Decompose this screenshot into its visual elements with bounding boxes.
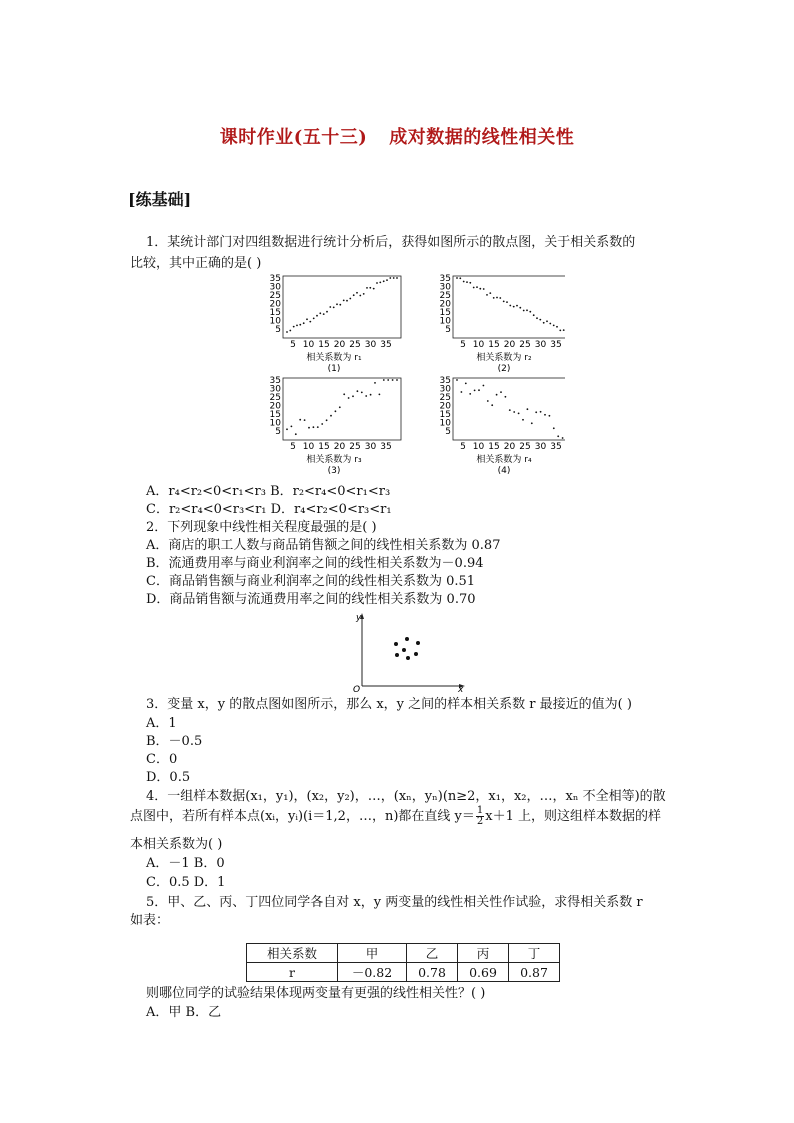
scatter-point [527, 408, 529, 410]
scatter-point [478, 389, 480, 391]
scatter-point [456, 277, 458, 279]
scatter-point [553, 427, 555, 429]
scatter-point [509, 409, 511, 411]
table-row [247, 963, 560, 982]
q3-origin-label: O [353, 685, 361, 692]
x-tick-label: 15 [488, 340, 500, 350]
scatter-point [343, 300, 345, 302]
q1-option-ab: A．r₄<r₂<0<r₁<r₃ B．r₂<r₄<0<r₁<r₃ [146, 484, 391, 499]
scatter-point [544, 414, 546, 416]
plot-number: (2) [497, 364, 511, 374]
scatter-point [361, 392, 363, 394]
scatter-point [326, 311, 328, 313]
y-tick-label: 10 [269, 316, 281, 327]
scatter-point [366, 287, 368, 289]
scatter-point [323, 313, 325, 315]
q2-option-c: C．商品销售额与商业利润率之间的线性相关系数为 0.51 [146, 574, 476, 589]
plot-frame [453, 378, 565, 440]
y-tick-label: 5 [275, 325, 281, 335]
scatter-point [533, 314, 535, 316]
scatter-point [469, 393, 471, 395]
q3-option-d: D．0.5 [146, 770, 191, 785]
plot-caption: 相关系数为 r₃ [306, 455, 362, 465]
x-tick-label: 30 [534, 340, 547, 350]
y-tick-label: 15 [439, 410, 451, 420]
y-tick-label: 5 [445, 427, 451, 437]
q3-option-b: B．－0.5 [146, 734, 203, 749]
plot-frame [283, 276, 401, 338]
plot-frame [283, 378, 401, 440]
q3-point [405, 637, 409, 641]
scatter-point [349, 298, 351, 300]
q5-line2: 如表： [130, 913, 170, 928]
q4-line2-start: 点图中，若所有样本点(xᵢ，yᵢ)(i＝1,2，…，n)都在直线 y＝ [130, 809, 475, 824]
scatter-point [465, 383, 467, 385]
y-tick-label: 5 [275, 427, 281, 437]
plot-number: (1) [327, 364, 341, 374]
scatter-point [333, 307, 335, 309]
scatter-point [299, 324, 301, 326]
x-tick-label: 15 [488, 442, 500, 452]
q3-option-c: C．0 [146, 752, 178, 767]
q1-line2: 比较，其中正确的是( ) [130, 256, 262, 271]
scatter-point [396, 277, 398, 279]
scatter-point [393, 277, 395, 279]
scatter-point [469, 282, 471, 284]
scatter-point [329, 306, 331, 308]
scatter-point [474, 390, 476, 392]
y-tick-label: 25 [439, 291, 451, 301]
table-cell: －0.82 [338, 963, 407, 982]
q1-option-cd: C．r₂<r₄<0<r₃<r₁ D．r₄<r₂<0<r₃<r₁ [146, 502, 392, 517]
q3-stem: 3．变量 x，y 的散点图如图所示，那么 x，y 之间的样本相关系数 r 最接近的值为( ) [146, 697, 632, 712]
scatter-point [356, 292, 358, 294]
table-cell: 相关系数 [247, 944, 338, 963]
scatter-point [370, 394, 372, 396]
x-tick-label: 10 [302, 340, 315, 350]
scatter-point [546, 320, 548, 322]
y-tick-label: 10 [439, 418, 451, 429]
q4-line1: 4．一组样本数据(x₁，y₁)，(x₂，y₂)，…，(xₙ，yₙ)(n≥2，x₁，x₂，…，xₙ 不全相等)的散 [146, 789, 666, 804]
x-tick-label: 35 [550, 340, 562, 350]
y-tick-label: 20 [439, 299, 451, 310]
x-tick-label: 30 [534, 442, 547, 452]
scatter-point [487, 400, 489, 402]
q4-option-cd: C．0.5 D．1 [146, 875, 226, 890]
scatter-point [321, 423, 323, 425]
scatter-point [536, 317, 538, 319]
q3-y-label: y [356, 613, 362, 623]
scatter-point [359, 295, 361, 297]
y-tick-label: 35 [439, 274, 451, 284]
x-tick-label: 5 [290, 442, 296, 452]
y-tick-label: 30 [269, 282, 281, 293]
y-tick-label: 15 [269, 308, 281, 318]
x-tick-label: 5 [460, 442, 466, 452]
scatter-point [549, 415, 551, 417]
scatter-point [491, 404, 493, 406]
scatter-point [339, 406, 341, 408]
scatter-point [496, 297, 498, 299]
q4-line2 [130, 806, 661, 827]
scatter-point [389, 277, 391, 279]
scatter-point [291, 426, 293, 428]
scatter-point [303, 322, 305, 324]
q4-fraction [476, 806, 484, 827]
scatter-point [363, 293, 365, 295]
scatter-point [383, 379, 385, 381]
scatter-point [379, 282, 381, 284]
x-tick-label: 25 [519, 442, 531, 452]
q5-question: 则哪位同学的试验结果体现两变量有更强的线性相关性？( ) [146, 986, 486, 1001]
scatter-point [539, 319, 541, 321]
scatter-point [505, 396, 507, 398]
scatter-point [335, 410, 337, 412]
table-cell: 甲 [338, 944, 407, 963]
scatter-point [522, 419, 524, 421]
y-tick-label: 35 [269, 274, 281, 284]
q4-line2-end: x＋1 上，则这组样本数据的样 [485, 809, 661, 824]
x-tick-label: 30 [364, 340, 377, 350]
scatter-point [557, 435, 559, 437]
scatter-point [479, 288, 481, 290]
page-title [0, 123, 794, 149]
x-tick-label: 20 [503, 340, 516, 350]
scatter-point [293, 326, 295, 328]
scatter-point [383, 280, 385, 282]
y-tick-label: 5 [445, 325, 451, 335]
scatter-point [373, 288, 375, 290]
y-tick-label: 25 [269, 291, 281, 301]
scatter-point [519, 307, 521, 309]
scatter-point [529, 311, 531, 313]
y-tick-label: 30 [269, 384, 281, 395]
scatter-point [559, 330, 561, 332]
q3-point [406, 656, 410, 660]
scatter-point [313, 318, 315, 320]
y-tick-label: 25 [269, 393, 281, 403]
x-tick-label: 15 [318, 442, 330, 452]
scatter-point [518, 413, 520, 415]
q1-line1: 1．某统计部门对四组数据进行统计分析后，获得如图所示的散点图，关于相关系数的 [146, 235, 636, 250]
fraction-denominator: 2 [476, 816, 484, 827]
plot-number: (4) [497, 466, 511, 476]
x-tick-label: 35 [380, 442, 392, 452]
scatter-point [379, 394, 381, 396]
q4-line3: 本相关系数为( ) [130, 837, 223, 852]
scatter-point [289, 330, 291, 332]
y-tick-label: 20 [269, 299, 281, 310]
table-cell: 丙 [458, 944, 509, 963]
scatter-point [313, 426, 315, 428]
scatter-point [336, 303, 338, 305]
plot-number: (3) [327, 466, 341, 476]
scatter-plot-4 [440, 376, 565, 476]
scatter-point [357, 390, 359, 392]
scatter-point [330, 415, 332, 417]
q4-option-ab: A．－1 B．0 [146, 856, 225, 871]
scatter-point [299, 419, 301, 421]
scatter-point [513, 306, 515, 308]
q3-x-label: x [458, 685, 464, 692]
scatter-point [489, 292, 491, 294]
scatter-point [369, 287, 371, 289]
scatter-point [483, 385, 485, 387]
scatter-point [339, 304, 341, 306]
scatter-point [473, 287, 475, 289]
y-tick-label: 35 [439, 376, 451, 386]
x-tick-label: 35 [550, 442, 562, 452]
scatter-point [499, 297, 501, 299]
scatter-point [306, 318, 308, 320]
title-left: 课时作业(五十三) [219, 127, 368, 148]
q2-option-b: B．流通费用率与商业利润率之间的线性相关系数为－0.94 [146, 556, 484, 571]
q2-option-d: D．商品销售额与流通费用率之间的线性相关系数为 0.70 [146, 592, 476, 607]
y-tick-label: 25 [439, 393, 451, 403]
scatter-point [553, 325, 555, 327]
y-tick-label: 15 [269, 410, 281, 420]
table-cell: r [247, 963, 338, 982]
scatter-point [392, 379, 394, 381]
scatter-point [506, 301, 508, 303]
scatter-point [326, 419, 328, 421]
scatter-point [286, 331, 288, 333]
scatter-point [549, 323, 551, 325]
x-tick-label: 35 [380, 340, 392, 350]
scatter-point [353, 294, 355, 296]
scatter-point [296, 325, 298, 327]
y-tick-label: 35 [269, 376, 281, 386]
q1-scatter-plots [255, 270, 565, 480]
scatter-point [459, 277, 461, 279]
x-tick-label: 5 [460, 340, 466, 350]
y-tick-label: 10 [269, 418, 281, 429]
scatter-point [374, 382, 376, 384]
table-cell: 丁 [509, 944, 560, 963]
y-tick-label: 20 [269, 401, 281, 412]
scatter-point [535, 411, 537, 413]
q3-point [414, 652, 418, 656]
section-heading: [练基础] [128, 190, 192, 209]
q5-option-ab: A．甲 B．乙 [146, 1005, 222, 1020]
x-tick-label: 25 [349, 442, 361, 452]
scatter-point [562, 437, 564, 439]
q5-line1: 5．甲、乙、丙、丁四位同学各自对 x，y 两变量的线性相关性作试验，求得相关系数 r [146, 895, 643, 910]
scatter-point [463, 281, 465, 283]
scatter-point [509, 305, 511, 307]
table-cell: 0.78 [407, 963, 458, 982]
scatter-point [513, 411, 515, 413]
plot-frame [453, 276, 565, 338]
scatter-point [304, 419, 306, 421]
scatter-plot-1 [270, 274, 401, 374]
scatter-point [516, 305, 518, 307]
scatter-point [295, 433, 297, 435]
scatter-point [461, 391, 463, 393]
scatter-point [543, 322, 545, 324]
scatter-point [493, 297, 495, 299]
scatter-point [348, 397, 350, 399]
plot-caption: 相关系数为 r₄ [476, 455, 532, 465]
scatter-point [346, 300, 348, 302]
table-cell: 0.87 [509, 963, 560, 982]
scatter-plot-3 [270, 376, 401, 476]
scatter-point [496, 394, 498, 396]
q3-point [395, 653, 399, 657]
x-tick-label: 20 [333, 340, 346, 350]
y-tick-label: 15 [439, 308, 451, 318]
scatter-point [316, 315, 318, 317]
table-cell: 乙 [407, 944, 458, 963]
scatter-point [526, 309, 528, 311]
title-right: 成对数据的线性相关性 [389, 127, 575, 148]
q3-point [416, 641, 420, 645]
y-tick-label: 10 [439, 316, 451, 327]
y-tick-label: 20 [439, 401, 451, 412]
x-tick-label: 10 [472, 442, 485, 452]
scatter-point [286, 428, 288, 430]
scatter-point [563, 329, 565, 331]
x-tick-label: 15 [318, 340, 330, 350]
scatter-point [309, 321, 311, 323]
table-cell: 0.69 [458, 963, 509, 982]
scatter-plot-2 [440, 274, 565, 374]
x-tick-label: 25 [519, 340, 531, 350]
x-tick-label: 20 [503, 442, 516, 452]
q3-point [394, 642, 398, 646]
x-tick-label: 5 [290, 340, 296, 350]
x-tick-label: 10 [302, 442, 315, 452]
scatter-point [500, 391, 502, 393]
q3-scatter-figure [352, 610, 468, 692]
fraction-numerator: 1 [476, 805, 484, 816]
x-tick-label: 30 [364, 442, 377, 452]
plot-caption: 相关系数为 r₁ [306, 353, 362, 363]
scatter-point [343, 393, 345, 395]
q3-option-a: A．1 [146, 716, 177, 731]
scatter-point [466, 281, 468, 283]
scatter-point [319, 312, 321, 314]
correlation-table [246, 943, 560, 982]
scatter-point [376, 282, 378, 284]
x-tick-label: 20 [333, 442, 346, 452]
scatter-point [456, 379, 458, 381]
scatter-point [308, 427, 310, 429]
scatter-point [523, 310, 525, 312]
q3-point [402, 648, 406, 652]
table-header-row [247, 944, 560, 963]
q2-stem: 2．下列现象中线性相关程度最强的是( ) [146, 520, 377, 535]
scatter-point [503, 301, 505, 303]
scatter-point [486, 294, 488, 296]
scatter-point [352, 395, 354, 397]
q2-option-a: A．商店的职工人数与商品销售额之间的线性相关系数为 0.87 [146, 538, 501, 553]
scatter-point [317, 426, 319, 428]
scatter-point [386, 279, 388, 281]
scatter-point [365, 395, 367, 397]
x-tick-label: 10 [472, 340, 485, 350]
scatter-point [556, 326, 558, 328]
scatter-point [387, 379, 389, 381]
scatter-point [396, 379, 398, 381]
scatter-point [483, 288, 485, 290]
y-tick-label: 30 [439, 282, 451, 293]
plot-caption: 相关系数为 r₂ [476, 353, 532, 363]
y-tick-label: 30 [439, 384, 451, 395]
scatter-point [476, 286, 478, 288]
scatter-point [531, 422, 533, 424]
scatter-point [540, 411, 542, 413]
x-tick-label: 25 [349, 340, 361, 350]
